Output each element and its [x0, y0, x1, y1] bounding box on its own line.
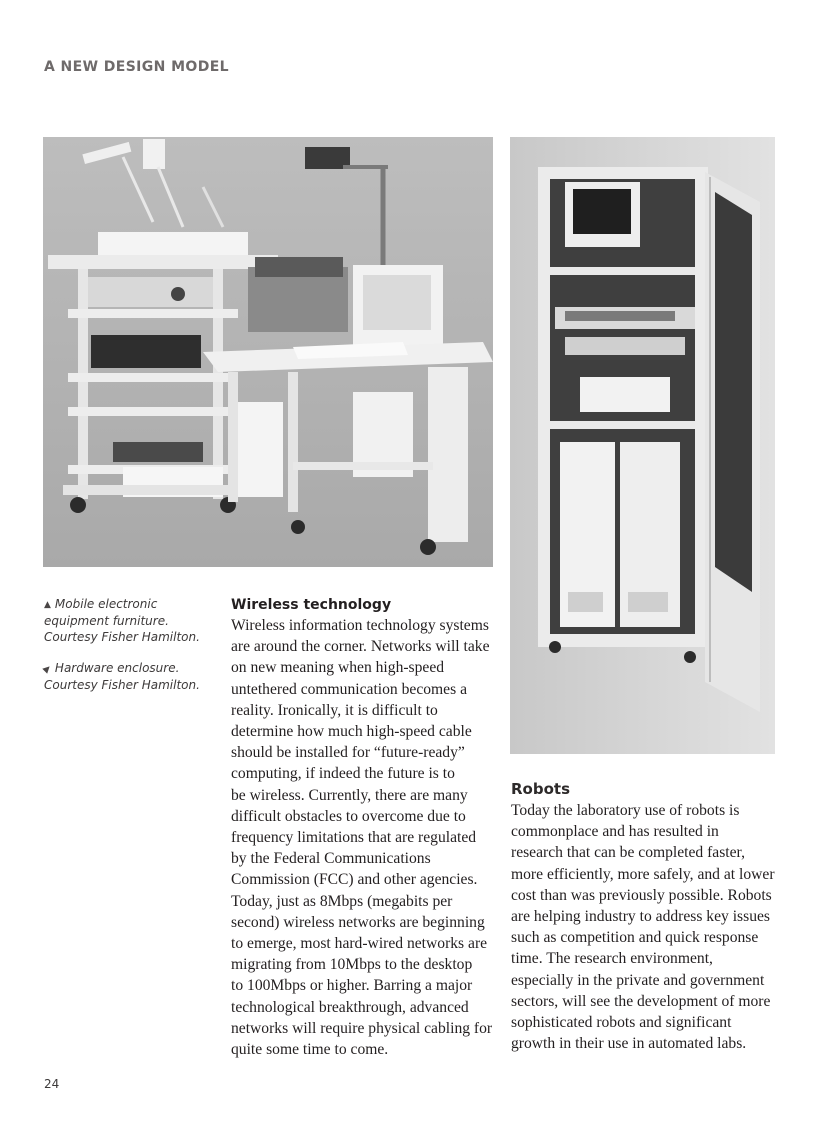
body-line: Wireless information technology systems	[231, 617, 489, 634]
article-robots	[511, 780, 779, 1054]
body-line: sectors, will see the development of more	[511, 992, 771, 1010]
body-line: networks will require physical cabling for	[231, 1019, 493, 1037]
up-arrow-icon: ▲	[44, 600, 51, 610]
caption-line: Courtesy Fisher Hamilton.	[44, 678, 200, 692]
body-line: research that can be completed faster,	[511, 844, 746, 862]
furniture-photo	[43, 137, 493, 567]
body-line: Today the laboratory use of robots is	[511, 802, 740, 819]
body-line: commonplace and has resulted in	[511, 823, 719, 841]
caption-line: Courtesy Fisher Hamilton.	[44, 630, 200, 644]
body-line: on new meaning when high-speed	[231, 659, 445, 677]
body-line: be wireless. Currently, there are many	[231, 786, 468, 804]
running-head: A NEW DESIGN MODEL	[44, 59, 230, 75]
figure-captions	[41, 596, 216, 708]
caption-line: equipment furniture.	[44, 614, 169, 628]
heading-wireless: Wireless technology	[231, 597, 392, 613]
body-line: migrating from 10Mbps to the desktop	[231, 956, 473, 974]
body-line: by the Federal Communications	[231, 850, 431, 868]
body-line: Commission (FCC) and other agencies.	[231, 871, 478, 889]
body-line: time. The research environment,	[511, 950, 713, 968]
heading-robots: Robots	[511, 780, 570, 798]
body-line: technological breakthrough, advanced	[231, 998, 469, 1016]
body-robots	[511, 800, 779, 1054]
body-line: growth in their use in automated labs.	[511, 1035, 747, 1053]
body-line: Today, just as 8Mbps (megabits per	[231, 892, 453, 910]
furniture-illustration	[43, 137, 493, 567]
body-line: second) wireless networks are beginning	[231, 913, 485, 931]
body-line: especially in the private and government	[511, 971, 765, 989]
caption-furniture	[44, 596, 216, 645]
body-line: reality. Ironically, it is difficult to	[231, 701, 438, 719]
body-line: to 100Mbps or higher. Barring a major	[231, 977, 473, 995]
caption-line: Mobile electronic	[54, 597, 158, 611]
caption-enclosure	[41, 660, 216, 693]
body-line: sophisticated robots and significant	[511, 1014, 732, 1032]
body-line: cost than was previously possible. Robots	[511, 886, 772, 904]
body-line: more efficiently, more safely, and at lower	[511, 865, 775, 883]
body-line: to emerge, most hard-wired networks are	[231, 935, 488, 953]
body-wireless	[231, 615, 499, 1060]
body-line: difficult obstacles to overcome due to	[231, 807, 466, 825]
body-line: untethered communication becomes a	[231, 680, 467, 698]
page-number: 24	[44, 1077, 60, 1091]
pointer-arrow-icon: ▶	[41, 663, 54, 675]
body-line: quite some time to come.	[231, 1041, 389, 1059]
body-line: frequency limitations that are regulated	[231, 829, 477, 847]
body-line: are helping industry to address key issues	[511, 908, 770, 926]
enclosure-illustration	[510, 137, 775, 754]
body-line: such as competition and quick response	[511, 929, 759, 947]
body-line: should be installed for “future-ready”	[231, 744, 465, 762]
body-line: computing, if indeed the future is to	[231, 765, 455, 783]
caption-line: Hardware enclosure.	[54, 661, 180, 675]
article-wireless	[231, 596, 499, 1060]
enclosure-photo	[510, 137, 775, 754]
body-line: are around the corner. Networks will take	[231, 638, 490, 656]
body-line: determine how much high-speed cable	[231, 723, 472, 741]
